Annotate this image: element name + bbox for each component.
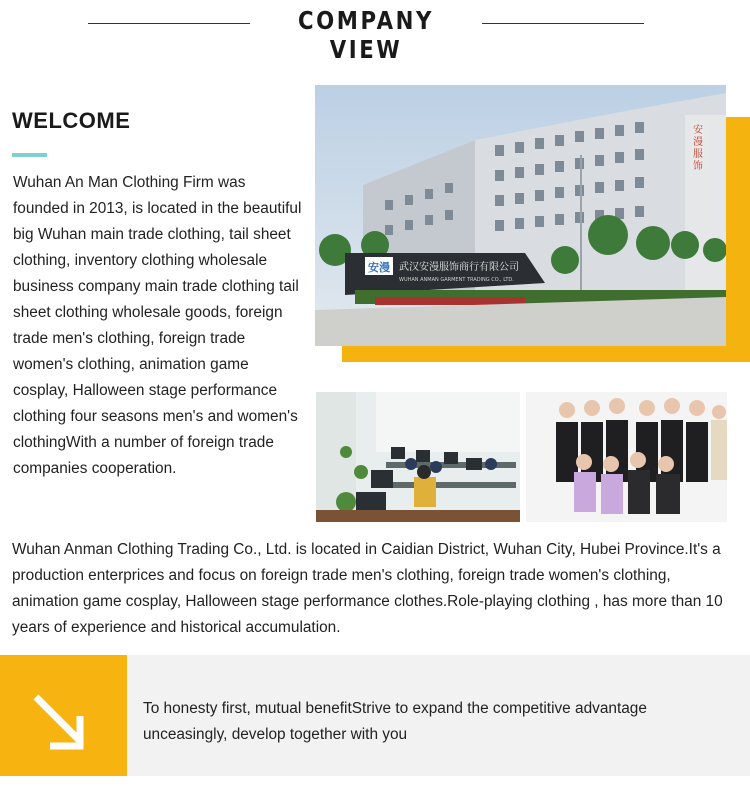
building-sign-char: 安 [693,125,703,136]
header-line-right [482,23,644,24]
welcome-heading: WELCOME [12,108,131,133]
section-title: COMPANY VIEW [298,6,434,64]
company-description: Wuhan Anman Clothing Trading Co., Ltd. is located in Caidian District, Wuhan City, Hubei Province.It's a production enterprices and focus on foreign trade men's clothing, foreign trade women's clothing, animation game cosplay, Halloween stage performance clothes.Role-playing clothing , has more than 10 years of experience and historical accumulation. [12,541,723,636]
footer-slogan: To honesty first, mutual benefitStrive to expand the competitive advantage unceasingly, develop together with you [143,700,647,743]
sign-company-name-cn: 武汉安漫服饰商行有限公司 [399,262,519,273]
sign-company-name-en: WUHAN ANMAN GARMENT TRADING CO., LTD. [399,277,514,283]
building-sign-char: 服 [693,149,703,160]
team-photo [526,392,727,522]
company-building-photo [315,85,726,346]
footer-icon-box [0,655,127,776]
header-line-left [88,23,250,24]
intro-paragraph: Wuhan An Man Clothing Firm was founded in 2013, is located in the beautiful big Wuhan main trade clothing, tail sheet clothing, inventory clothing wholesale business company main trade clothing tail sheet clothing wholesale goods, foreign trade men's clothing, foreign trade women's clothing, animation game cosplay, Halloween stage performance clothing four seasons men's and women's clothingWith a number of foreign trade companies cooperation. [13,174,302,477]
arrow-down-right-icon [0,655,127,776]
building-sign-char: 漫 [693,137,703,148]
sign-logo-text: 安漫 [368,261,390,274]
office-photo [316,392,520,522]
building-sign-char: 饰 [693,161,703,172]
welcome-underline [12,153,47,157]
